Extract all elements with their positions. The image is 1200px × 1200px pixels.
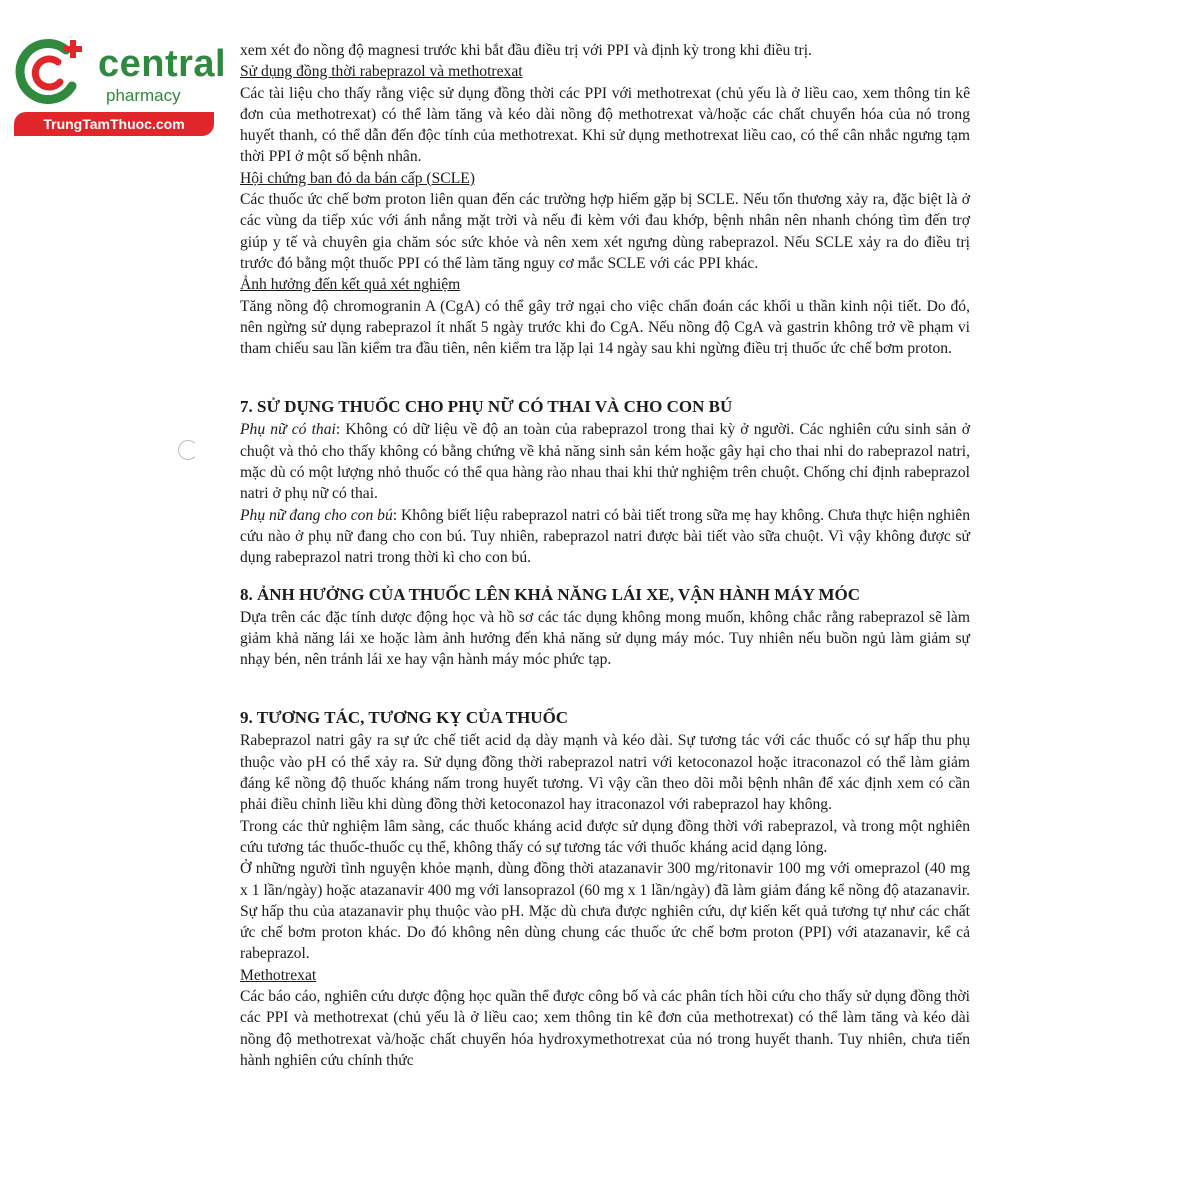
scle-heading: Hội chứng ban đỏ da bán cấp (SCLE) [240, 169, 475, 187]
brand-subtitle: pharmacy [106, 86, 181, 105]
pregnant-body: : Không có dữ liệu về độ an toàn của rabeprazol trong thai kỳ ở người. Các nghiên cứu sinh sản ở chuột và thỏ cho thấy không có bằng chứng về khả năng sinh sản kém hoặc gây hại cho thai nhi do rabeprazol natri, mặc dù có một lượng nhỏ thuốc có thể qua hàng rào nhau thai khi thử nghiệm trên chuột. Chống chỉ định rabeprazol natri ở phụ nữ có thai. [240, 421, 971, 503]
section-7-nursing [240, 505, 970, 569]
nursing-body: : Không biết liệu rabeprazol natri có bài tiết trong sữa mẹ hay không. Chưa thực hiện nghiên cứu nào ở phụ nữ đang cho con bú. Tuy nhiên, rabeprazol natri được bài tiết vào sữa chuột. Vì vậy không được sử dụng rabeprazol natri trong thời kì cho con bú. [240, 506, 970, 567]
section-8-title: 8. ẢNH HƯỞNG CỦA THUỐC LÊN KHẢ NĂNG LÁI XE, VẬN HÀNH MÁY MÓC [240, 584, 861, 604]
nursing-label: Phụ nữ đang cho con bú [240, 506, 393, 524]
document-page [240, 40, 970, 1071]
section-9-methotrexat-heading: Methotrexat [240, 966, 317, 984]
methotrexat-body: Các tài liệu cho thấy rằng việc sử dụng đồng thời các PPI với methotrexat (chủ yếu là ở liều cao, xem thông tin kê đơn của methotrexat) có thể làm tăng và kéo dài nồng độ methotrexat và/hoặc các chất chuyển hóa của nó trong huyết thanh, có thể dẫn đến độc tính của methotrexat. Khi sử dụng methotrexat liều cao, có thể cân nhắc ngưng tạm thời PPI ở một số bệnh nhân. [240, 84, 970, 166]
section-7-pregnant [240, 419, 970, 504]
scle-body: Các thuốc ức chế bơm proton liên quan đến các trường hợp hiếm gặp bị SCLE. Nếu tổn thương xảy ra, đặc biệt là ở các vùng da tiếp xúc với ánh nắng mặt trời và nếu đi kèm với đau khớp, bệnh nhân nên nhanh chóng tìm đến trợ giúp y tế và chuyên gia chăm sóc sức khỏe và nên xem xét ngưng dùng rabeprazol. Nếu SCLE xảy ra do điều trị trước đó bằng một thuốc PPI có thể làm tăng nguy cơ mắc SCLE với các PPI khác. [240, 191, 970, 272]
central-pharmacy-logo [10, 30, 227, 140]
section-8-body: Dựa trên các đặc tính dược động học và hồ sơ các tác dụng không mong muốn, không chắc rằng rabeprazol sẽ làm giảm khả năng lái xe hoặc làm ảnh hưởng đến khả năng sử dụng máy móc. Tuy nhiên nếu buồn ngủ làm giảm sự nhạy bén, nên tránh lái xe hay vận hành máy móc phức tạp. [240, 608, 970, 669]
section-9-title: 9. TƯƠNG TÁC, TƯƠNG KỴ CỦA THUỐC [240, 708, 569, 728]
punch-hole-mark [178, 440, 198, 460]
methotrexat-heading: Sử dụng đồng thời rabeprazol và methotrexat [240, 63, 523, 81]
section-9-p3: Ở những người tình nguyện khỏe mạnh, dùng đồng thời atazanavir 300 mg/ritonavir 100 mg với omeprazol (40 mg x 1 lần/ngày) hoặc atazanavir 400 mg với lansoprazol (60 mg x 1 lần/ngày) đã làm giảm đáng kể nồng độ atazanavir. Sự hấp thu của atazanavir phụ thuộc vào pH. Mặc dù chưa được nghiên cứu, dự kiến kết quả tương tự như các chất ức chế bơm proton khác. Do đó không nên dùng chung các thuốc ức chế bơm proton (PPI) với atazanavir, kể cả rabeprazol. [240, 860, 970, 963]
lab-body: Tăng nồng độ chromogranin A (CgA) có thể gây trở ngại cho việc chẩn đoán các khối u thần kinh nội tiết. Do đó, nên ngừng sử dụng rabeprazol ít nhất 5 ngày trước khi đo CgA. Nếu nồng độ CgA và gastrin không trở về phạm vi tham chiếu sau lần kiểm tra đầu tiên, nên kiểm tra lặp lại 14 ngày sau khi ngừng điều trị thuốc ức chế bơm proton. [240, 297, 970, 358]
section-9-p2: Trong các thử nghiệm lâm sàng, các thuốc kháng acid được sử dụng đồng thời với rabeprazol, và trong một nghiên cứu tương tác thuốc-thuốc cụ thể, không thấy có sự tương tác với thuốc kháng acid dạng lỏng. [240, 817, 970, 856]
section-9-p1: Rabeprazol natri gây ra sự ức chế tiết acid dạ dày mạnh và kéo dài. Sự tương tác với các thuốc có sự hấp thu phụ thuộc vào pH có thể xảy ra. Sử dụng đồng thời rabeprazol natri với ketoconazol hoặc itraconazol có thể làm giảm đáng kể nồng độ thuốc kháng nấm trong huyết tương. Vì vậy cần theo dõi mỗi bệnh nhân để xác định xem có cần phải điều chỉnh liều khi dùng đồng thời ketoconazol hay itraconazol với rabeprazol hay không. [240, 732, 970, 814]
lab-heading: Ảnh hưởng đến kết quả xét nghiệm [240, 276, 461, 294]
pharmacy-logo-icon [14, 36, 94, 108]
intro-line: xem xét đo nồng độ magnesi trước khi bắt đầu điều trị với PPI và định kỳ trong khi điều trị. [240, 42, 812, 59]
brand-name: central [98, 43, 227, 85]
section-7-title: 7. SỬ DỤNG THUỐC CHO PHỤ NỮ CÓ THAI VÀ CHO CON BÚ [240, 397, 733, 417]
website-banner: TrungTamThuoc.com [14, 112, 214, 136]
pregnant-label: Phụ nữ có thai [240, 421, 336, 439]
section-9-p4: Các báo cáo, nghiên cứu dược động học quần thể được công bố và các phân tích hồi cứu cho thấy sử dụng đồng thời các PPI và methotrexat (chủ yếu là ở liều cao; xem thông tin kê đơn của methotrexat) có thể làm tăng và kéo dài nồng độ methotrexat và/hoặc chất chuyển hóa hydroxymethotrexat của nó trong huyết thanh. Tuy nhiên, chưa tiến hành nghiên cứu chính thức [240, 987, 970, 1069]
